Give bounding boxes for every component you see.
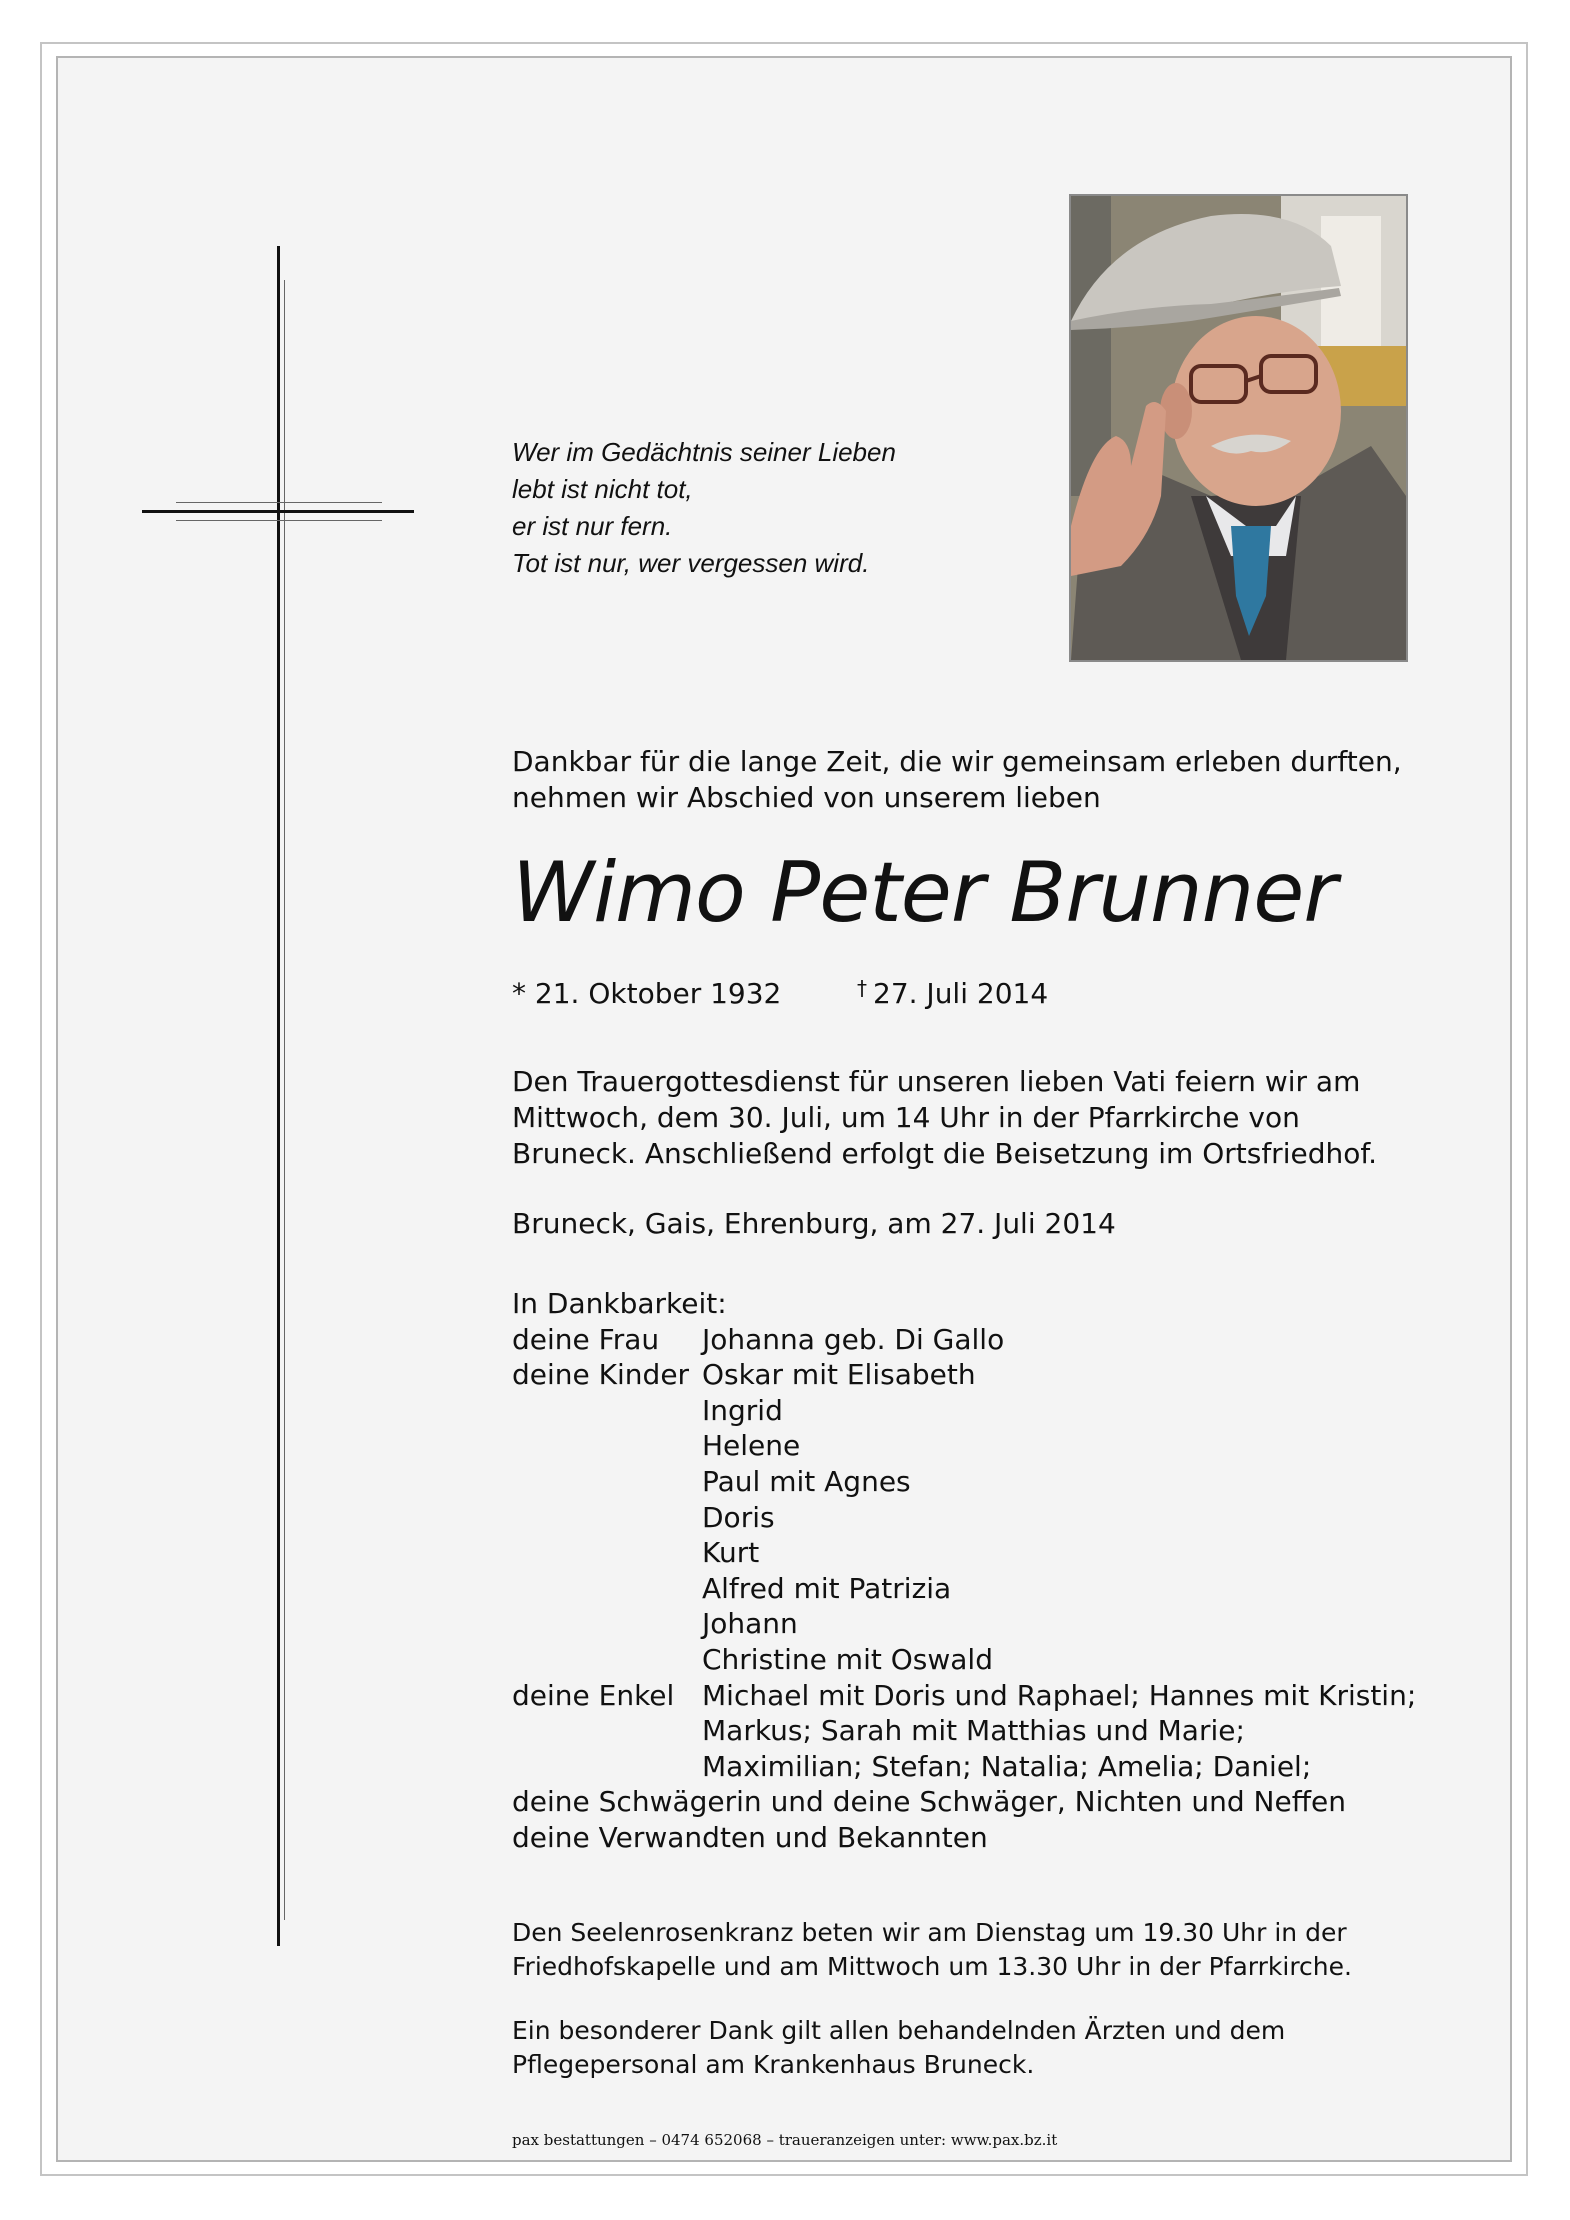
thanks-line: Pflegepersonal am Krankenhaus Bruneck. <box>512 2050 1035 2079</box>
mourner-row <box>512 1642 1462 1678</box>
mourner-value: Kurt <box>702 1536 760 1570</box>
portrait-photo <box>1069 194 1408 662</box>
mourner-row <box>512 1606 1462 1642</box>
death-date-group <box>857 976 1048 1014</box>
intro-text <box>512 744 1412 816</box>
service-line: Bruneck. Anschließend erfolgt die Beisetzung im Ortsfriedhof. <box>512 1137 1378 1170</box>
poem-line: er ist nur fern. <box>512 511 673 541</box>
dagger-icon: † <box>857 976 867 1000</box>
mourner-value: Alfred mit Patrizia <box>702 1571 952 1605</box>
mourner-value: Johann <box>702 1607 798 1641</box>
thanks-notice <box>512 2014 1462 2082</box>
intro-line: nehmen wir Abschied von unserem lieben <box>512 781 1101 814</box>
mourner-value: Oskar mit Elisabeth <box>702 1358 976 1392</box>
birth-date: * 21. Oktober 1932 <box>512 977 782 1010</box>
mourner-row <box>512 1357 1462 1393</box>
mourner-row <box>512 1500 1462 1536</box>
mourner-value: Doris <box>702 1500 775 1534</box>
mourner-value: Markus; Sarah mit Matthias und Marie; <box>702 1714 1245 1748</box>
mourner-value: Ingrid <box>702 1393 783 1427</box>
poem-line: lebt ist nicht tot, <box>512 474 693 504</box>
mourner-value: Michael mit Doris und Raphael; Hannes mit Kristin; <box>702 1678 1417 1712</box>
mourner-label: deine Frau <box>512 1322 660 1356</box>
intro-line: Dankbar für die lange Zeit, die wir gemeinsam erleben durften, <box>512 745 1402 778</box>
mourner-closing-line: deine Schwägerin und deine Schwäger, Nichten und Neffen <box>512 1785 1346 1819</box>
rosary-line: Den Seelenrosenkranz beten wir am Dienstag um 19.30 Uhr in der <box>512 1918 1347 1947</box>
mourner-row <box>512 1464 1462 1500</box>
thanks-line: Ein besonderer Dank gilt allen behandelnden Ärzten und dem <box>512 2016 1286 2045</box>
mourner-value: Paul mit Agnes <box>702 1464 911 1498</box>
mourner-value: Helene <box>702 1429 801 1463</box>
mourner-label: deine Enkel <box>512 1678 675 1712</box>
mourner-closing-line: deine Verwandten und Bekannten <box>512 1820 988 1854</box>
funeral-service-text <box>512 1064 1462 1172</box>
mourner-row <box>512 1428 1462 1464</box>
service-line: Mittwoch, dem 30. Juli, um 14 Uhr in der Pfarrkirche von <box>512 1101 1300 1134</box>
death-date: 27. Juli 2014 <box>873 977 1049 1010</box>
mourner-row <box>512 1749 1462 1785</box>
service-line: Den Trauergottesdienst für unseren lieben Vati feiern wir am <box>512 1065 1361 1098</box>
poem-line: Tot ist nur, wer vergessen wird. <box>512 548 870 578</box>
poem-line: Wer im Gedächtnis seiner Lieben <box>512 437 896 467</box>
mourner-row <box>512 1678 1462 1714</box>
mourner-value: Johanna geb. Di Gallo <box>702 1322 1005 1356</box>
mourner-row <box>512 1322 1462 1358</box>
mourners-heading: In Dankbarkeit: <box>512 1287 727 1320</box>
life-dates <box>512 976 1412 1012</box>
rosary-notice <box>512 1916 1462 1984</box>
place-date: Bruneck, Gais, Ehrenburg, am 27. Juli 2014 <box>512 1207 1116 1240</box>
mourner-row <box>512 1571 1462 1607</box>
memorial-poem <box>512 434 992 582</box>
deceased-name: Wimo Peter Brunner <box>512 844 1337 941</box>
mourner-row <box>512 1713 1462 1749</box>
mourner-row <box>512 1535 1462 1571</box>
rosary-line: Friedhofskapelle und am Mittwoch um 13.30 Uhr in der Pfarrkirche. <box>512 1952 1352 1981</box>
mourner-value: Christine mit Oswald <box>702 1642 993 1676</box>
mourner-value: Maximilian; Stefan; Natalia; Amelia; Daniel; <box>702 1749 1312 1783</box>
mourners-list <box>512 1286 1462 1856</box>
mourner-label: deine Kinder <box>512 1358 690 1392</box>
mourner-row <box>512 1393 1462 1429</box>
footer-credit: pax bestattungen – 0474 652068 – traueranzeigen unter: www.pax.bz.it <box>512 2131 1058 2149</box>
